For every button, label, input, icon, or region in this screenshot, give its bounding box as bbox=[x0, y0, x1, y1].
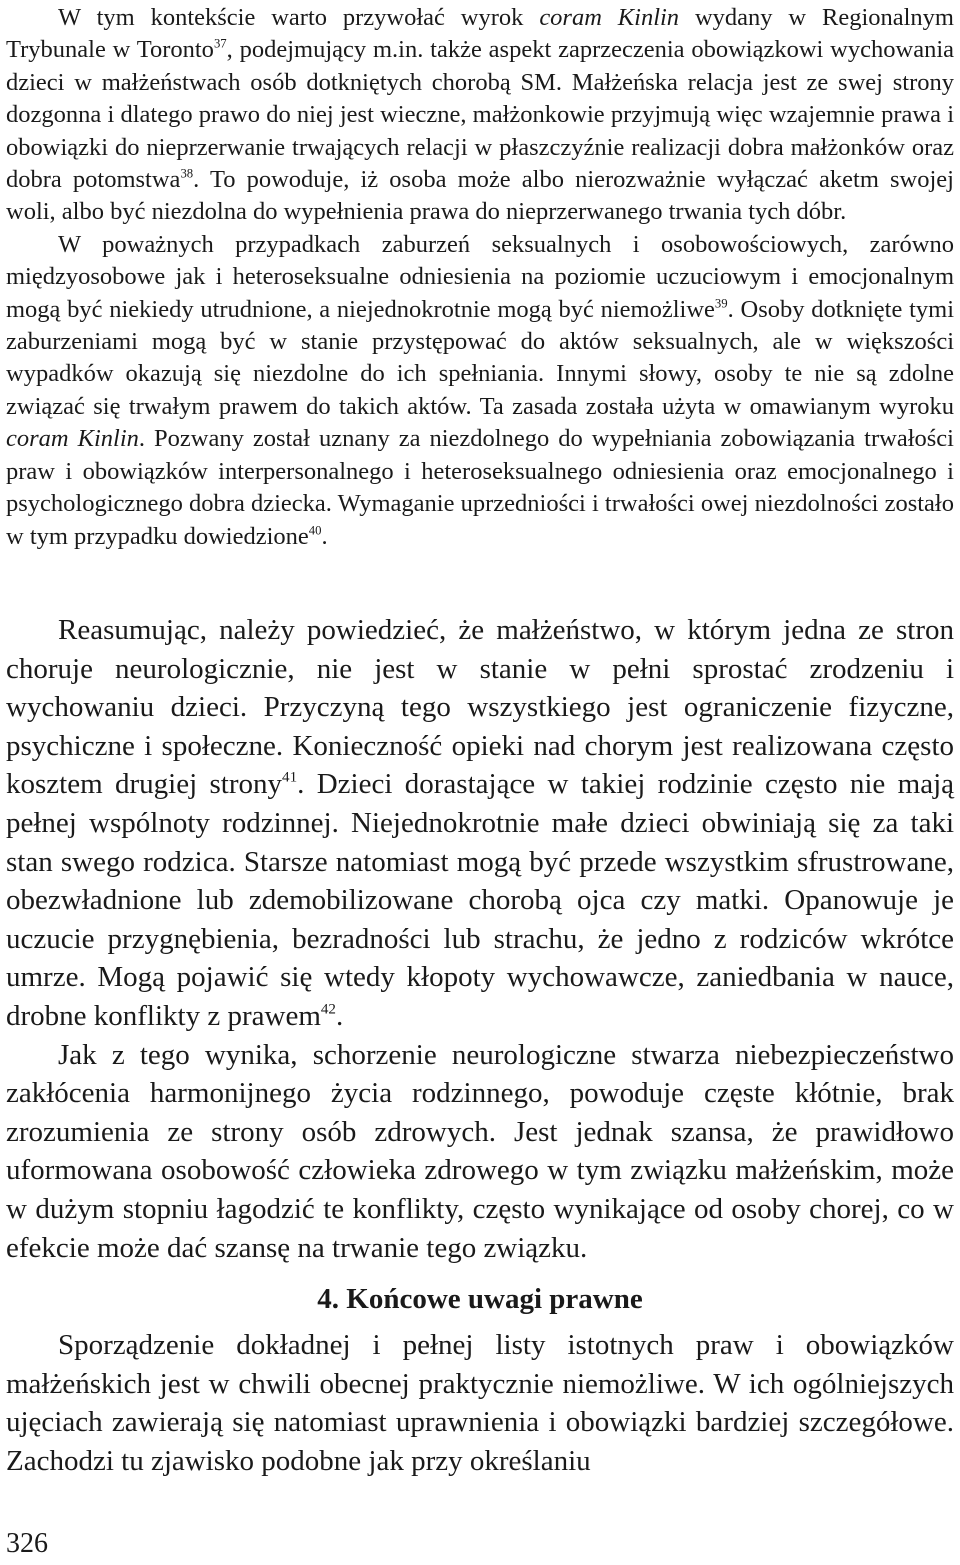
text-run: Reasumując, należy powiedzieć, że małżeństwo, w którym jedna ze stron choruje neurologicznie, nie jest w stanie w pełni sprostać zrodzeniu i wychowaniu dzieci. Przyczyną tego wszystkiego jest ograniczenie fizyczne, psychiczne i społeczne. Konieczność opieki nad chorym jest realizowana często kosztem drugiej strony bbox=[6, 614, 954, 801]
text-run: . bbox=[335, 999, 344, 1032]
paragraph-5 bbox=[6, 1326, 954, 1480]
paragraph-1 bbox=[6, 2, 954, 229]
text-run: Jak z tego wynika, schorzenie neurologiczne stwarza niebezpieczeństwo zakłócenia harmonijnego życia rodzinnego, powoduje częste kłótnie, brak zrozumienia ze strony osób zdrowych. Jest jednak szansa, że prawidłowo uformowana osobowość człowieka zdrowego w tym związku małżeńskim, może w dużym stopniu łagodzić te konflikty, często wynikające od osoby chorej, co w efekcie może dać szansę na trwanie tego związku. bbox=[6, 1038, 954, 1264]
text-run: , podejmujący m.in. także aspekt zaprzeczenia obowiązkowi wychowania dzieci w małżeństwach osób dotkniętych chorobą SM. Małżeńska relacja jest ze swej strony dozgonna i dlatego prawo do niej jest wieczne, małżonkowie przyjmują więc wzajemnie prawa i obowiązki do nieprzerwanie trwających relacji w płaszczyźnie realizacji dobra małżonków oraz dobra potomstwa bbox=[6, 36, 954, 194]
section-heading-wrap bbox=[6, 1280, 954, 1318]
italic-text: coram Kinlin bbox=[539, 4, 680, 31]
text-run: W tym kontekście warto przywołać wyrok bbox=[58, 4, 540, 31]
text-run: W poważnych przypadkach zaburzeń seksualnych i osobowościowych, zarówno międzyosobowe jak i heteroseksualne odniesienia na poziomie uczuciowym i emocjonalnym mogą być niekiedy utrudnione, a niejednokrotnie mogą być niemożliwe bbox=[6, 230, 954, 323]
body-text-small bbox=[6, 2, 954, 553]
text-run: . Dzieci dorastające w takiej rodzinie często nie mają pełnej wspólnoty rodzinnej. Niejednokrotnie małe dzieci obwiniają się za taki stan swego rodzica. Starsze natomiast mogą być przede wszystkim sfrustrowane, obezwładnione lub zdemobilizowane chorobą ojca czy matki. Opanowuje je uczucie przygnębienia, bezradności lub strachu, że jedno z rodziców wkrótce umrze. Mogą pojawić się wtedy kłopoty wychowawcze, zaniedbania w nauce, drobne konflikty z prawem bbox=[6, 768, 954, 1032]
page-number: 326 bbox=[6, 1528, 48, 1559]
italic-text: coram Kinlin bbox=[6, 425, 139, 453]
paragraph-2 bbox=[6, 229, 954, 553]
text-run: . Osoby dotknięte tymi zaburzeniami mogą być w stanie przystępować do aktów seksualnych, ale w większości wypadków okazują się niezdolne do ich spełniania. Innymi słowy, osoby te nie są zdolne związać się trwałym prawem do takich aktów. Ta zasada została użyta w omawianym wyroku bbox=[6, 295, 955, 420]
footnote-ref: 39 bbox=[714, 296, 728, 311]
footnote-ref: 37 bbox=[213, 36, 227, 51]
text-run: wydany w Regionalnym Trybunale w Toronto bbox=[6, 4, 954, 64]
section-heading: 4. Końcowe uwagi prawne bbox=[317, 1283, 643, 1315]
paragraph-3 bbox=[6, 611, 954, 1036]
text-run: Sporządzenie dokładnej i pełnej listy istotnych praw i obowiązków małżeńskich jest w chwili obecnej praktycznie niemożliwe. W ich ogólniejszych ujęciach zawierają się natomiast uprawnienia i obowiązki bardziej szczegółowe. Zachodzi tu zjawisko podobne jak przy określaniu bbox=[6, 1329, 954, 1477]
footnote-ref: 42 bbox=[320, 1001, 336, 1018]
text-run: . To powoduje, iż osoba może albo nierozważnie wyłączać aketm swojej woli, albo być niezdolna do wypełnienia prawa do nieprzerwanego trwania tych dóbr. bbox=[6, 166, 954, 226]
footnote-ref: 41 bbox=[282, 770, 298, 787]
text-run: . Pozwany został uznany za niezdolnego do wypełniania zobowiązania trwałości praw i obowiązków interpersonalnego i heteroseksualnego odniesienia oraz emocjonalnego i psychologicznego dobra dziecka. Wymaganie uprzedniości i trwałości owej niezdolności zostało w tym przypadku dowiedzione bbox=[6, 425, 954, 550]
footnote-ref: 38 bbox=[180, 166, 194, 181]
paragraph-4 bbox=[6, 1036, 954, 1268]
body-text-large bbox=[6, 611, 954, 1267]
footnote-ref: 40 bbox=[308, 522, 322, 537]
text-run: . bbox=[321, 522, 328, 550]
body-text-final bbox=[6, 1326, 954, 1480]
